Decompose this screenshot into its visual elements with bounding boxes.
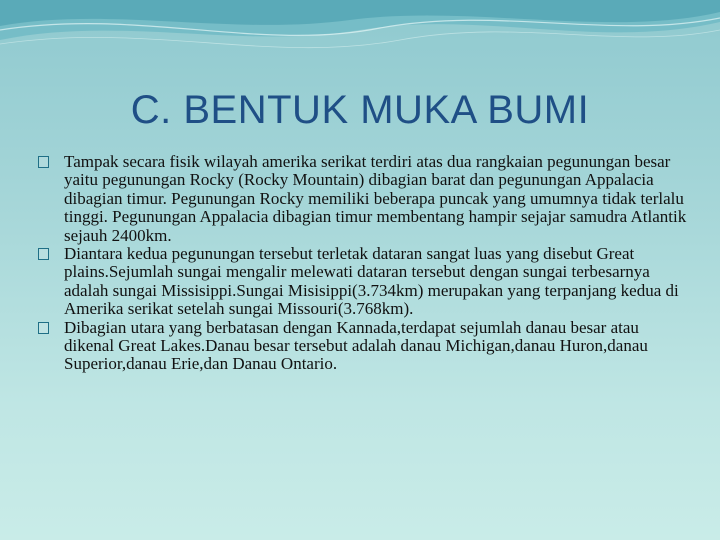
- bullet-item: [38, 319, 688, 374]
- square-bullet-icon: [38, 322, 49, 334]
- bullet-text: Dibagian utara yang berbatasan dengan Kannada,terdapat sejumlah danau besar atau dikenal Great Lakes.Danau besar tersebut adalah danau Michigan,danau Huron,danau Superior,danau Erie,dan Danau Ontario.: [64, 317, 648, 374]
- bullet-item: [38, 153, 688, 245]
- bullet-text: Diantara kedua pegunungan tersebut terletak dataran sangat luas yang disebut Great plains.Sejumlah sungai mengalir melewati dataran tersebut dengan sungai terbesarnya adalah sungai Missisippi.Sungai Misisippi(3.734km) merupakan yang terpanjang kedua di Amerika serikat setelah sungai Missouri(3.768km).: [64, 244, 679, 319]
- wave-decoration: [0, 0, 720, 90]
- bullet-item: [38, 245, 688, 319]
- bullet-text: Tampak secara fisik wilayah amerika serikat terdiri atas dua rangkaian pegunungan besar yaitu pegunungan Rocky (Rocky Mountain) dibagian barat dan pegunungan Appalacia dibagian timur. Pegunungan Rocky memiliki beberapa puncak yang umumnya tidak terlalu tinggi. Pegunungan Appalacia dibagian timur membentang hampir sejajar samudra Atlantik sejauh 2400km.: [64, 152, 687, 245]
- slide-title: C. BENTUK MUKA BUMI: [130, 88, 590, 132]
- square-bullet-icon: [38, 248, 49, 260]
- square-bullet-icon: [38, 156, 49, 168]
- bullet-list: [38, 153, 688, 374]
